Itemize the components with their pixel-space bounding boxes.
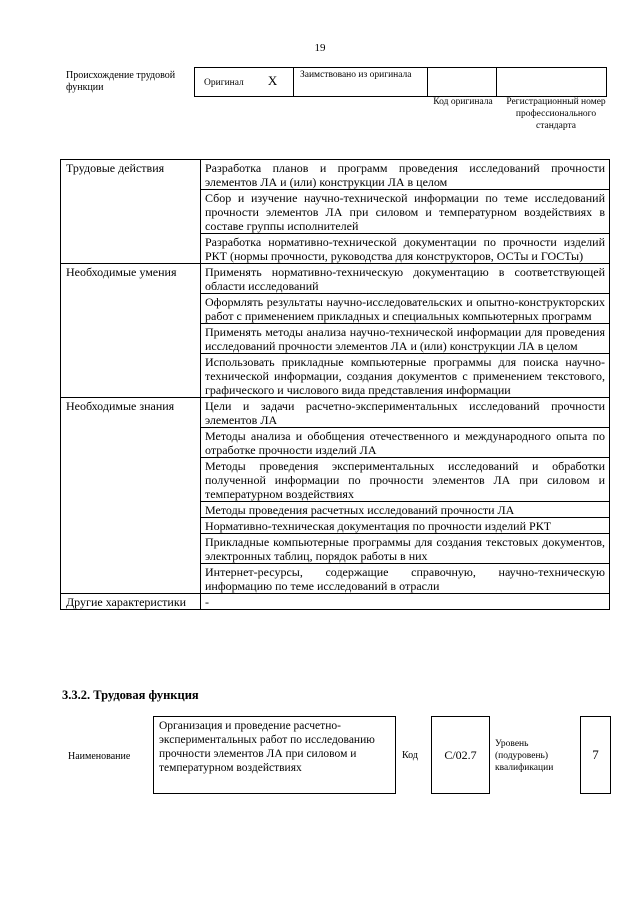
- table-cell: Методы проведения расчетных исследований прочности ЛА: [201, 502, 610, 518]
- table-cell: Применять методы анализа научно-технической информации для проведения исследований прочности элементов ЛА и (или) конструкции ЛА в целом: [201, 324, 610, 354]
- table-row: [61, 264, 610, 294]
- table-row: [61, 160, 610, 190]
- table-cell: Нормативно-техническая документация по прочности изделий РКТ: [201, 518, 610, 534]
- row-group-label: Другие характеристики: [61, 594, 201, 610]
- name-label: Наименование: [68, 751, 131, 762]
- function-table: [60, 159, 610, 610]
- table-cell: -: [201, 594, 610, 610]
- table-cell: Использовать прикладные компьютерные программы для поиска научно-технической информации, создания документов с применением текстового, графического и числового вида представления информации: [201, 354, 610, 398]
- original-mark: X: [267, 73, 278, 88]
- table-cell: Методы проведения экспериментальных исследований и обработки полученной информации по прочности элементов ЛА при силовом и температурном воздействиях: [201, 458, 610, 502]
- original-label: Оригинал: [204, 78, 244, 88]
- table-cell: Разработка планов и программ проведения исследований прочности элементов ЛА и (или) конструкции ЛА в целом: [201, 160, 610, 190]
- reg-number-caption: Регистрационный номер профессионального стандарта: [506, 97, 606, 131]
- origin-label: Происхождение трудовой функции: [66, 70, 176, 93]
- function-name-box: Организация и проведение расчетно-экспериментальных работ по исследованию прочности элементов ЛА при силовом и температурном воздействиях: [153, 716, 396, 794]
- code-box: C/02.7: [431, 716, 490, 794]
- table-row: [61, 398, 610, 428]
- table-cell: Разработка нормативно-технической документации по прочности изделий РКТ (нормы прочности, руководства для конструкторов, ОСТы и ГОСТы): [201, 234, 610, 264]
- code-original-caption: Код оригинала: [433, 97, 493, 107]
- table-cell: Методы анализа и обобщения отечественного и международного опыта по отработке прочности изделий ЛА: [201, 428, 610, 458]
- table-cell: Цели и задачи расчетно-экспериментальных исследований прочности элементов ЛА: [201, 398, 610, 428]
- table-cell: Оформлять результаты научно-исследовательских и опытно-конструкторских работ с применением прикладных и специальных компьютерных программ: [201, 294, 610, 324]
- original-cell: [195, 68, 294, 97]
- table-cell: Интернет-ресурсы, содержащие справочную, научно-техническую информацию по теме исследований в отрасли: [201, 564, 610, 594]
- borrowed-cell: Заимствовано из оригинала: [294, 68, 428, 97]
- row-group-label: Необходимые умения: [61, 264, 201, 398]
- origin-table: [194, 67, 607, 97]
- level-box: 7: [580, 716, 611, 794]
- table-cell: Применять нормативно-техническую документацию в соответствующей области исследований: [201, 264, 610, 294]
- table-row: [61, 594, 610, 610]
- section-heading: 3.3.2. Трудовая функция: [62, 688, 199, 702]
- row-group-label: Трудовые действия: [61, 160, 201, 264]
- reg-number-cell: [497, 68, 607, 97]
- table-cell: Прикладные компьютерные программы для создания текстовых документов, электронных таблиц, порядок работы в них: [201, 534, 610, 564]
- page-number: 19: [314, 42, 326, 54]
- code-original-cell: [428, 68, 497, 97]
- code-label: Код: [402, 750, 418, 761]
- table-cell: Сбор и изучение научно-технической информации по теме исследований прочности элементов ЛА при силовом и температурном воздействиях в составе группы исполнителей: [201, 190, 610, 234]
- level-label: Уровень (подуровень) квалификации: [495, 739, 554, 773]
- row-group-label: Необходимые знания: [61, 398, 201, 594]
